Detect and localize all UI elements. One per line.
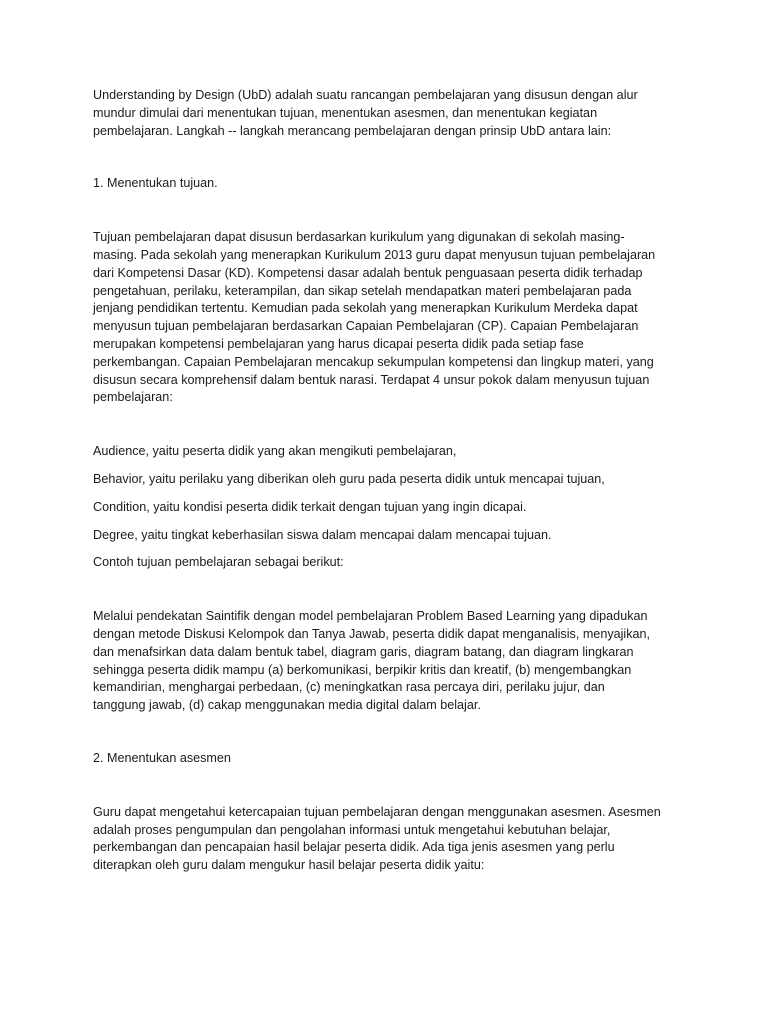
list-item-audience: Audience, yaitu peserta didik yang akan mengikuti pembelajaran,: [93, 444, 457, 459]
intro-paragraph: Understanding by Design (UbD) adalah suatu rancangan pembelajaran yang disusun dengan alur mundur dimulai dari menentukan tujuan, menentukan asesmen, dan menentukan kegiatan pembelajaran. Langkah -- langkah merancang pembelajaran dengan prinsip UbD antara lain:: [93, 88, 638, 138]
list-item-condition: Condition, yaitu kondisi peserta didik terkait dengan tujuan yang ingin dicapai.: [93, 499, 527, 514]
section-heading-asesmen: 2. Menentukan asesmen: [93, 750, 231, 765]
paragraph-contoh: Melalui pendekatan Saintifik dengan model pembelajaran Problem Based Learning yang dipadukan dengan metode Diskusi Kelompok dan Tanya Jawab, peserta didik dapat menganalisis, menyajikan, dan menafsirkan data dalam bentuk tabel, diagram garis, diagram batang, dan diagram lingkaran sehingga peserta didik mampu (a) berkomunikasi, berpikir kritis dan kreatif, (b) mengembangkan kemandirian, menghargai perbedaan, (c) meningkatkan rasa percaya diri, perilaku jujur, dan tanggung jawab, (d) cakap menggunakan media digital dalam belajar.: [93, 609, 651, 713]
list-item-degree: Degree, yaitu tingkat keberhasilan siswa dalam mencapai dalam mencapai tujuan.: [93, 527, 552, 542]
paragraph-tujuan: Tujuan pembelajaran dapat disusun berdasarkan kurikulum yang digunakan di sekolah masing- masing. Pada sekolah yang menerapkan Kurikulum 2013 guru dapat menyusun tujuan pembelajaran dari Kompetensi Dasar (KD). Kompetensi dasar adalah bentuk penguasaan peserta didik terhadap pengetahuan, perilaku, keterampilan, dan sikap setelah mendapatkan materi pembelajaran pada jenjang pendidikan tertentu. Kemudian pada sekolah yang menerapkan Kurikulum Merdeka dapat menyusun tujuan pembelajaran berdasarkan Capaian Pembelajaran (CP). Capaian Pembelajaran merupakan kompetensi pembelajaran yang harus dicapai peserta didik pada setiap fase perkembangan. Capaian Pembelajaran mencakup sekumpulan kompetensi dan lingkup materi, yang disusun secara komprehensif dalam bentuk narasi. Terdapat 4 unsur pokok dalam menyusun tujuan pembelajaran:: [93, 230, 656, 405]
list-item-behavior: Behavior, yaitu perilaku yang diberikan oleh guru pada peserta didik untuk mencapai tujuan,: [93, 471, 605, 486]
section-heading-tujuan: 1. Menentukan tujuan.: [93, 176, 218, 191]
contoh-label: Contoh tujuan pembelajaran sebagai berikut:: [93, 555, 344, 570]
paragraph-asesmen: Guru dapat mengetahui ketercapaian tujuan pembelajaran dengan menggunakan asesmen. Asesmen adalah proses pengumpulan dan pengolahan informasi untuk mengetahui kebutuhan belajar, perkembangan dan pencapaian hasil belajar peserta didik. Ada tiga jenis asesmen yang perlu diterapkan oleh guru dalam mengukur hasil belajar peserta didik yaitu:: [93, 804, 661, 873]
